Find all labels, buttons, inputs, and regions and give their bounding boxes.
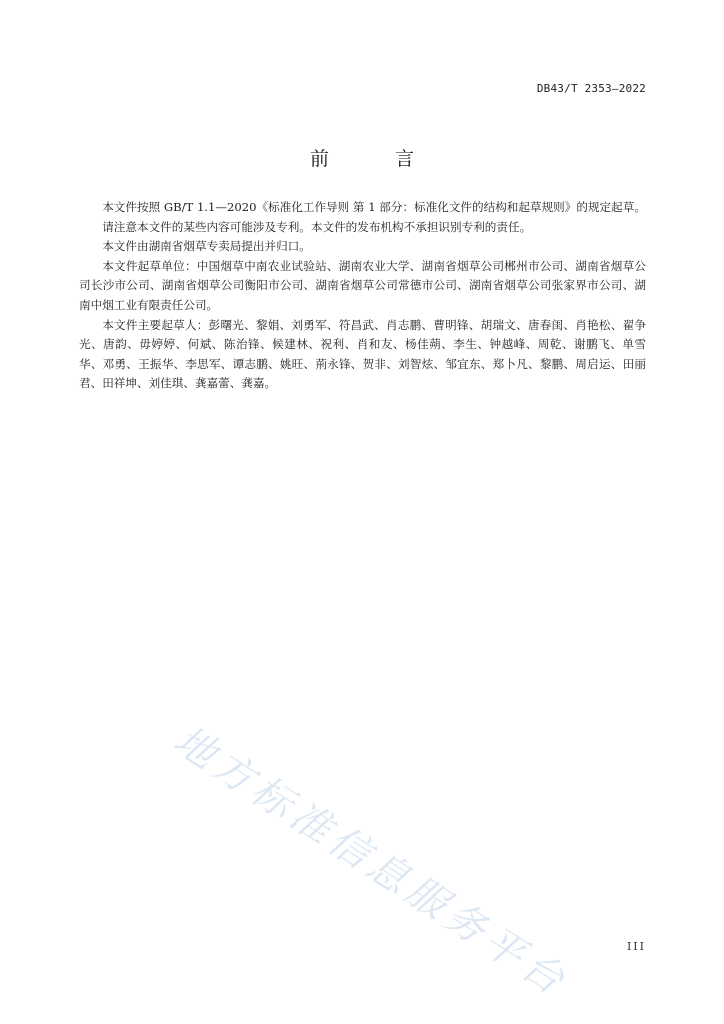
paragraph-drafting-rules: 本文件按照 GB/T 1.1—2020《标准化工作导则 第 1 部分：标准化文件的结构和起草规则》的规定起草。 <box>102 200 646 214</box>
paragraph-proposer: 本文件由湖南省烟草专卖局提出并归口。 <box>102 239 311 254</box>
paragraph-drafting-units: 本文件起草单位：中国烟草中南农业试验站、湖南农业大学、湖南省烟草公司郴州市公司、湖南省烟草公司长沙市公司、湖南省烟草公司衡阳市公司、湖南省烟草公司常德市公司、湖南省烟草公司张家界市公司、湖南中烟工业有限责任公司。 <box>79 258 646 312</box>
page-title: 前 言 <box>309 148 445 170</box>
page-number: III <box>626 940 646 953</box>
watermark: 地方标准信息服务平台 <box>165 717 577 1007</box>
foreword-body <box>79 198 646 394</box>
paragraph-drafters: 本文件主要起草人：彭曙光、黎娟、刘勇军、符昌武、肖志鹏、曹明锋、胡瑞文、唐春闺、肖艳松、翟争光、唐韵、毋婷婷、何斌、陈治锋、候建林、祝利、肖和友、杨佳蒴、李生、钟越峰、周乾、谢鹏飞、单雪华、邓勇、王振华、李思军、谭志鹏、姚旺、荊永锋、贺非、刘智炫、邹宜东、郑卜凡、黎鹏、周启运、田丽君、田祥坤、刘佳琪、龚嘉蕾、龚嘉。 <box>79 317 646 391</box>
document-code: DB43/T 2353—2022 <box>536 82 646 95</box>
paragraph-patent-notice: 请注意本文件的某些内容可能涉及专利。本文件的发布机构不承担识别专利的责任。 <box>102 219 532 234</box>
